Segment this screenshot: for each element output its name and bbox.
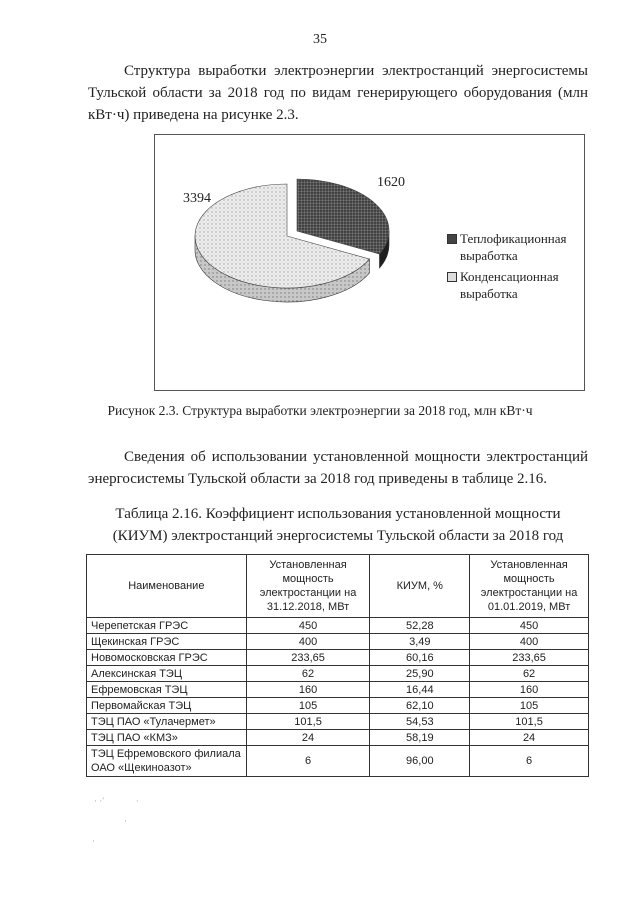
table-title: Таблица 2.16. Коэффициент использования установленной мощности (КИУМ) электростанций энергосистемы Тульской области за 2018 год — [112, 506, 564, 544]
paragraph-2: Сведения об использовании установленной мощности электростанций энергосистемы Тульской области за 2018 год приведены в таблице 2.16. — [88, 449, 588, 487]
table-row — [87, 666, 589, 682]
legend-item-2 — [447, 268, 582, 302]
cell-kium: 58,19 — [370, 730, 470, 746]
cell-capacity-2018: 6 — [246, 746, 370, 777]
figure-caption: Рисунок 2.3. Структура выработки электроэнергии за 2018 год, млн кВт·ч — [107, 403, 533, 418]
data-label-2: 3394 — [183, 191, 211, 206]
cell-kium: 16,44 — [370, 682, 470, 698]
cell-capacity-2019: 101,5 — [470, 714, 589, 730]
cell-kium: 54,53 — [370, 714, 470, 730]
cell-name: Новомосковская ГРЭС — [87, 650, 247, 666]
chart-legend — [447, 230, 582, 306]
cell-capacity-2019: 105 — [470, 698, 589, 714]
cell-capacity-2019: 6 — [470, 746, 589, 777]
table-row — [87, 634, 589, 650]
cell-capacity-2019: 233,65 — [470, 650, 589, 666]
kium-table — [86, 554, 589, 777]
scan-artifact: · ·′ · — [94, 796, 139, 806]
header-capacity-2018: Установленная мощность электростанции на 31.12.2018, МВт — [246, 555, 370, 618]
cell-capacity-2018: 400 — [246, 634, 370, 650]
scan-artifact: · — [124, 816, 127, 826]
cell-capacity-2019: 160 — [470, 682, 589, 698]
cell-capacity-2019: 400 — [470, 634, 589, 650]
cell-name: Щекинская ГРЭС — [87, 634, 247, 650]
cell-capacity-2018: 160 — [246, 682, 370, 698]
table-row — [87, 618, 589, 634]
header-name: Наименование — [87, 555, 247, 618]
cell-name: Черепетская ГРЭС — [87, 618, 247, 634]
cell-capacity-2019: 62 — [470, 666, 589, 682]
table-row — [87, 650, 589, 666]
intro-paragraph: Структура выработки электроэнергии электростанций энергосистемы Тульской области за 2018 год по видам генерирующего оборудования (млн кВт·ч) приведена на рисунке 2.3. — [88, 63, 588, 123]
cell-kium: 62,10 — [370, 698, 470, 714]
legend-label-2: Конденсационная выработка — [460, 269, 559, 301]
cell-kium: 52,28 — [370, 618, 470, 634]
page-number: 35 — [313, 32, 327, 47]
table-row — [87, 746, 589, 777]
pie-chart-figure — [154, 134, 585, 391]
cell-capacity-2018: 105 — [246, 698, 370, 714]
table-row — [87, 730, 589, 746]
table-row — [87, 714, 589, 730]
cell-capacity-2018: 233,65 — [246, 650, 370, 666]
legend-swatch-2 — [447, 272, 457, 282]
legend-swatch-1 — [447, 234, 457, 244]
cell-name: ТЭЦ ПАО «КМЗ» — [87, 730, 247, 746]
scan-artifact: · — [92, 836, 95, 846]
cell-kium: 60,16 — [370, 650, 470, 666]
legend-item-1 — [447, 230, 582, 264]
cell-kium: 3,49 — [370, 634, 470, 650]
cell-capacity-2019: 450 — [470, 618, 589, 634]
legend-label-1: Теплофикационная выработка — [460, 231, 567, 263]
header-capacity-2019: Установленная мощность электростанции на 01.01.2019, МВт — [470, 555, 589, 618]
cell-name: Алексинская ТЭЦ — [87, 666, 247, 682]
cell-name: ТЭЦ ПАО «Тулачермет» — [87, 714, 247, 730]
table-row — [87, 682, 589, 698]
data-label-1: 1620 — [377, 175, 405, 190]
cell-name: Первомайская ТЭЦ — [87, 698, 247, 714]
header-kium: КИУМ, % — [370, 555, 470, 618]
cell-kium: 25,90 — [370, 666, 470, 682]
cell-capacity-2018: 62 — [246, 666, 370, 682]
table-header-row — [87, 555, 589, 618]
cell-capacity-2018: 101,5 — [246, 714, 370, 730]
cell-capacity-2018: 24 — [246, 730, 370, 746]
cell-capacity-2018: 450 — [246, 618, 370, 634]
cell-capacity-2019: 24 — [470, 730, 589, 746]
cell-kium: 96,00 — [370, 746, 470, 777]
cell-name: Ефремовская ТЭЦ — [87, 682, 247, 698]
cell-name: ТЭЦ Ефремовского филиала ОАО «Щекиноазот» — [87, 746, 247, 777]
table-row — [87, 698, 589, 714]
